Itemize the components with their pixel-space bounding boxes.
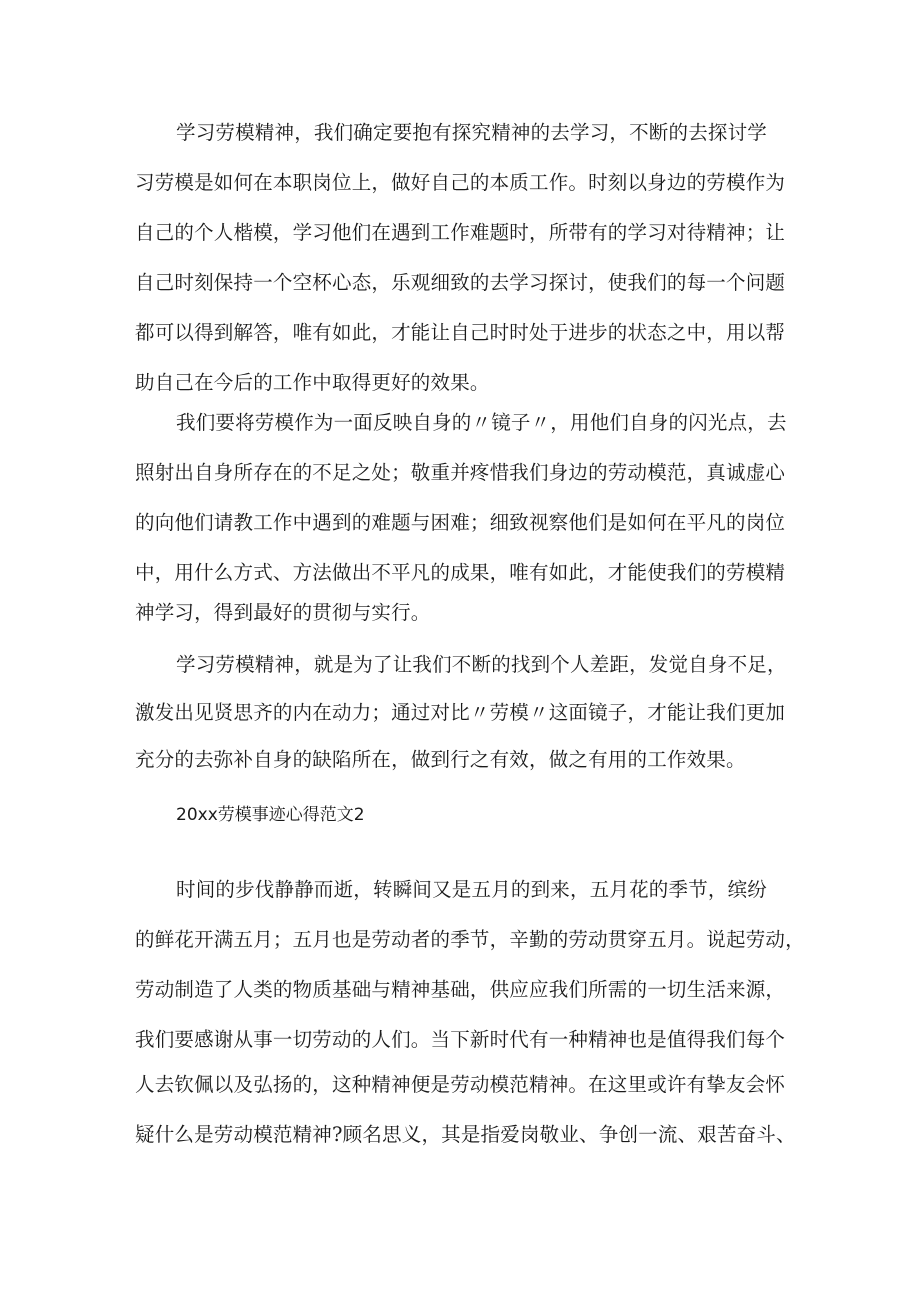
paragraph-1-line-6: 助自己在今后的工作中取得更好的效果。 (135, 371, 490, 394)
paragraph-4-line-5: 人去钦佩以及弘扬的，这种精神便是劳动模范精神。在这里或许有挚友会怀 (135, 1073, 786, 1096)
paragraph-1-line-4: 自己时刻保持一个空杯心态，乐观细致的去学习探讨，使我们的每一个问题 (135, 271, 786, 294)
paragraph-2-line-4: 中，用什么方式、方法做出不平凡的成果，唯有如此，才能使我们的劳模精 (135, 561, 786, 584)
paragraph-1-line-1: 学习劳模精神，我们确定要抱有探究精神的去学习，不断的去探讨学 (176, 121, 768, 144)
section-heading: 20xx劳模事迹心得范文2 (176, 805, 365, 825)
paragraph-2-line-1: 我们要将劳模作为一面反映自身的〃镜子〃，用他们自身的闪光点，去 (176, 411, 787, 434)
paragraph-4-line-3: 劳动制造了人类的物质基础与精神基础，供应应我们所需的一切生活来源， (135, 978, 786, 1001)
paragraph-3-line-2: 激发出见贤思齐的内在动力；通过对比〃劳模〃这面镜子，才能让我们更加 (135, 701, 786, 724)
paragraph-3-line-3: 充分的去弥补自身的缺陷所在，做到行之有效，做之有用的工作效果。 (135, 748, 746, 771)
paragraph-4-line-1: 时间的步伐静静而逝，转瞬间又是五月的到来，五月花的季节，缤纷 (176, 878, 768, 901)
paragraph-1-line-2: 习劳模是如何在本职岗位上，做好自己的本质工作。时刻以身边的劳模作为 (135, 171, 786, 194)
paragraph-1-line-5: 都可以得到解答，唯有如此，才能让自己时时处于进步的状态之中，用以帮 (135, 321, 786, 344)
paragraph-4-line-4: 我们要感谢从事一切劳动的人们。当下新时代有一种精神也是值得我们每个 (135, 1028, 786, 1051)
paragraph-2-line-5: 神学习，得到最好的贯彻与实行。 (135, 601, 431, 624)
paragraph-4-line-2: 的鲜花开满五月；五月也是劳动者的季节，辛勤的劳动贯穿五月。说起劳动， (135, 928, 805, 951)
paragraph-3-line-1: 学习劳模精神，就是为了让我们不断的找到个人差距，发觉自身不足， (176, 653, 787, 676)
paragraph-2-line-2: 照射出自身所存在的不足之处；敬重并疼惜我们身边的劳动模范，真诚虚心 (135, 461, 786, 484)
paragraph-1-line-3: 自己的个人楷模，学习他们在遇到工作难题时，所带有的学习对待精神；让 (135, 221, 786, 244)
paragraph-2-line-3: 的向他们请教工作中遇到的难题与困难；细致视察他们是如何在平凡的岗位 (135, 511, 786, 534)
paragraph-4-line-6: 疑什么是劳动模范精神?顾名思义，其是指爱岗敬业、争创一流、艰苦奋斗、 (135, 1123, 796, 1146)
